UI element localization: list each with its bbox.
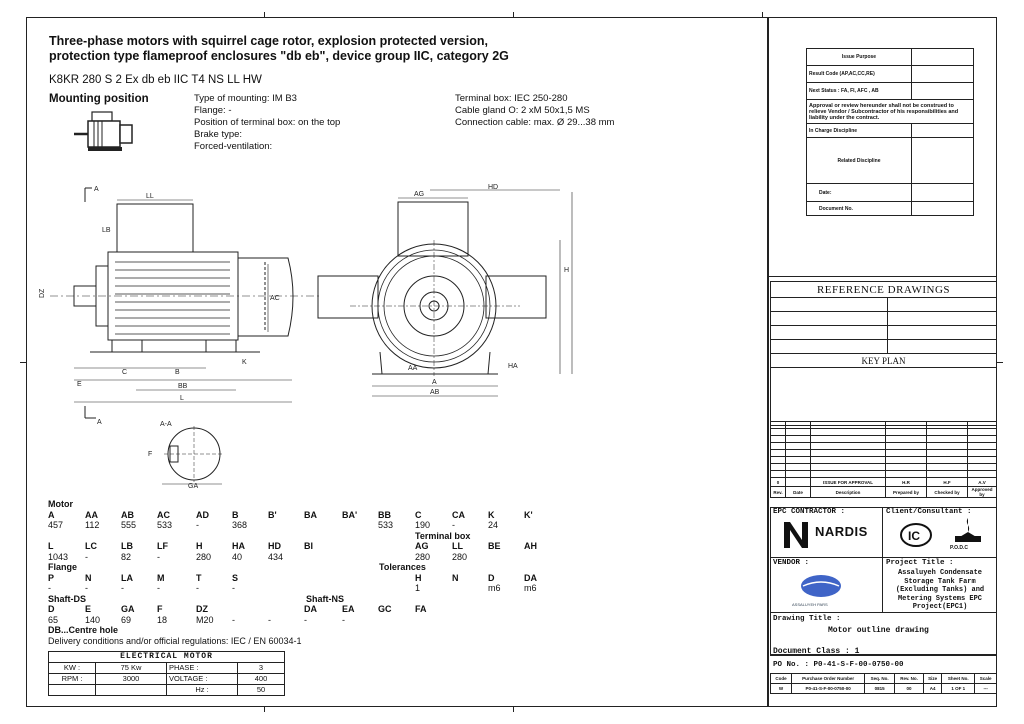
dim-header-1: E [85,604,92,614]
reference-drawings-table [770,281,997,426]
shaft-ds-label: Shaft-DS [48,593,86,604]
doc-code-header-cell-6: Scale [975,674,997,684]
dim-value-0: 457 [48,520,64,530]
revision-header-cell-4: Checked by [927,487,968,498]
mount-flange: Flange: - [194,105,232,116]
frame-tick [513,12,514,18]
dim-value-12: m6 [488,583,501,593]
dim-header-11: LL [452,541,463,551]
label-l: L [180,395,184,402]
dim-value-12: 24 [488,520,499,530]
title-line-1: Three-phase motors with squirrel cage rotor, explosion protected version, [49,34,488,48]
doc-code-header-cell-5: Sheet No. [942,674,975,684]
dim-header-12: K [488,509,495,520]
label-ll: LL [146,193,154,200]
dim-header-1: N [85,572,92,583]
dim-header-8: EA [342,604,355,614]
doc-code-value-cell-5: 1 OF 1 [942,684,975,694]
dim-header-0: P [48,572,55,583]
dim-value-9: 533 [378,520,394,530]
hz-value: 50 [238,685,285,696]
doc-code-header [771,674,997,684]
kw-value: 75 Kw [96,663,167,674]
revision-header-cell-1: Date [786,487,811,498]
vendor-label: VENDOR : [773,559,810,567]
dim-header-5: HA [232,541,245,551]
flange-label: Flange [48,562,78,572]
dim-header-7: BI [304,541,313,551]
document-code-table [770,673,997,694]
dim-value-1: 112 [85,520,100,530]
dim-header-10: C [415,509,422,520]
dims-row4-header [48,604,568,615]
divider [770,612,997,613]
dim-value-2: 555 [121,520,137,530]
dim-header-9: BB [378,509,391,520]
label-k: K [242,359,247,366]
key-plan-title: KEY PLAN [771,354,997,368]
label-hd: HD [488,184,499,191]
dim-header-8: BA' [342,509,358,520]
motor-label: Motor [48,499,73,509]
dim-header-2: LB [121,541,133,551]
tolerances-label: Tolerances [379,562,426,572]
label-ga: GA [188,483,199,488]
dim-header-13: K' [524,509,533,520]
dim-value-5: 40 [232,551,243,562]
dim-value-7: - [304,614,307,625]
dim-value-1: - [85,583,88,593]
dim-header-10: FA [415,604,427,614]
mount-type: Type of mounting: IM B3 [194,93,297,104]
podc-logo-icon [950,516,986,544]
dim-header-9: GC [378,604,392,614]
approval-note: Approval or review hereunder shall not be construed to relieve Vendor / Subcontractor of his responsibilities and liability under the contract. [807,100,974,124]
title-line-2: protection type flameproof enclosures "db eb", device group IIC, category 2G [49,49,509,63]
revision-header-cell-0: Rev. [771,487,786,498]
dim-header-0: L [48,541,54,551]
dims-row2-values [48,552,568,563]
phase-value: 3 [238,663,285,674]
doc-code-value-cell-1: P0-41-S-F-00-0750-00 [791,684,864,694]
shaft-ns-label: Shaft-NS [306,593,344,604]
nardis-name: NARDIS [815,524,868,539]
revision-header-cell-3: Prepared by [886,487,927,498]
dim-value-0: 65 [48,614,59,625]
label-dz: DZ [39,288,46,298]
dim-header-7: DA [304,604,317,614]
dim-value-2: 82 [121,551,132,562]
dim-header-4: T [196,572,202,583]
dim-header-11: CA [452,509,465,520]
dim-value-5: 368 [232,520,248,530]
label-a: A [432,379,437,386]
motor-side-view [30,180,320,430]
label-ha: HA [508,363,518,370]
label-section-a-bottom: A [97,419,102,426]
related-discipline: Related Discipline [807,138,912,184]
label-aa: AA [408,365,418,372]
electrical-motor-table [48,651,285,696]
dim-value-5: - [232,583,235,593]
vendor-logo-text: ASSALUYEH PARS [792,602,828,607]
doc-code-value-cell-4: A4 [924,684,942,694]
dim-value-1: 140 [85,614,101,625]
dims-row3-values [48,583,568,594]
nardis-logo-icon [782,518,812,550]
dim-value-4: M20 [196,614,214,625]
doc-code-header-cell-4: Size [924,674,942,684]
dim-value-0: - [48,583,51,593]
podc-label: P.O.D.C [950,545,968,551]
frame-tick [513,706,514,712]
issue-purpose: Issue Purpose [807,49,912,66]
client-logo-icon [896,519,936,549]
shaft-section-view [140,418,250,488]
frame-tick [264,706,265,712]
dim-value-11: - [452,520,455,530]
connection-cable: Connection cable: max. Ø 29...38 mm [455,117,615,128]
phase-label: PHASE : [167,663,238,674]
revision-row [771,478,997,487]
doc-code-value-cell-3: 00 [894,684,923,694]
date-label: Date: [807,184,912,202]
project-title: Assaluyeh Condensate Storage Tank Farm (Excluding Tanks) and Metering Systems EPC Project(EPC1) [895,569,985,611]
kw-label: KW : [49,663,96,674]
svg-text:IC: IC [908,529,920,543]
dims-row4-values [48,615,568,626]
dim-header-12: BE [488,541,501,551]
dim-header-10: AG [415,541,429,551]
doc-code-header-cell-1: Purchase Order Number [791,674,864,684]
doc-code-header-cell-0: Code [771,674,792,684]
dimension-table [48,499,568,646]
label-b: B [175,369,180,376]
doc-code-header-cell-3: Rev. No. [894,674,923,684]
result-code: Result Code (AP,AC,CC,RE) [807,66,912,83]
model-code: K8KR 280 S 2 Ex db eb IIC T4 NS LL HW [49,74,262,86]
drawing-title-label: Drawing Title : [773,615,841,623]
dim-header-0: D [48,604,55,614]
revision-cell-1 [786,478,811,487]
dim-header-11: N [452,572,459,583]
doc-code-value-cell-0: W [771,684,792,694]
dim-header-3: F [157,604,163,614]
dim-value-6: - [268,614,271,625]
dim-value-10: 280 [415,551,431,562]
dim-header-3: LF [157,541,168,551]
voltage-value: 400 [238,674,285,685]
frame-tick [997,362,1003,363]
label-ab: AB [430,389,440,396]
revision-header [771,487,997,498]
rpm-label: RPM : [49,674,96,685]
label-bb: BB [178,383,188,390]
revision-header-cell-2: Description [811,487,886,498]
next-status: Next Status : FA, FI, AFC , AB [807,83,912,100]
dims-row2-header [48,541,568,552]
revision-header-cell-5: Approved by [968,487,997,498]
label-c: C [122,369,128,376]
divider [768,276,997,277]
reference-drawings-title: REFERENCE DRAWINGS [771,282,997,298]
dim-value-10: 1 [415,583,421,593]
label-h: H [564,267,570,274]
dim-value-10: 190 [415,520,431,530]
dim-value-8: - [342,614,345,625]
divider [770,557,997,558]
dims-row1-header [48,510,568,521]
doc-code-value-cell-2: 0815 [865,684,895,694]
approval-stamp [806,48,974,216]
dim-value-5: - [232,614,235,625]
dim-value-4: - [196,583,199,593]
dim-value-13: m6 [524,583,537,593]
terminal-box: Terminal box: IEC 250-280 [455,93,568,104]
doc-code-header-cell-2: Seq. No. [865,674,895,684]
doc-code-value-cell-6: --- [975,684,997,694]
dim-header-4: AD [196,509,209,520]
project-title-label: Project Title : [886,559,954,567]
label-lb: LB [102,227,111,234]
label-section-aa: A-A [160,421,172,428]
dim-header-2: AB [121,509,134,520]
dim-header-2: LA [121,572,133,583]
revision-cell-3: H.R [886,478,927,487]
elec-header: ELECTRICAL MOTOR [49,652,285,663]
revision-cell-4: H.F [927,478,968,487]
hz-label: Hz : [167,685,238,696]
epc-label: EPC CONTRACTOR : [773,508,846,516]
dim-value-0: 1043 [48,551,69,562]
dim-value-3: - [157,551,160,562]
frame-tick [762,12,763,18]
label-ag: AG [414,191,425,198]
dim-header-13: DA [524,572,537,583]
dim-header-2: GA [121,604,135,614]
rpm-value: 3000 [96,674,167,685]
divider [882,507,883,612]
doc-code-values [771,684,997,694]
frame-tick [264,12,265,18]
db-note: DB...Centre hole [48,625,119,635]
mount-ventilation: Forced-ventilation: [194,141,273,152]
mount-brake: Brake type: [194,129,243,140]
dim-header-0: A [48,509,55,520]
document-no-label: Document No. [807,202,912,216]
dim-value-3: 533 [157,520,173,530]
motor-mounting-icon [72,110,142,154]
revision-cell-2: ISSUE FOR APPROVAL [811,478,886,487]
cable-gland: Cable gland O: 2 xM 50x1,5 MS [455,105,590,116]
dim-value-3: 18 [157,614,168,625]
dim-value-11: 280 [452,551,468,562]
dim-header-6: B' [268,509,277,520]
vendor-logo-icon [793,572,849,602]
dim-header-3: M [157,572,165,583]
title-block-divider [767,17,769,707]
dim-header-5: S [232,572,239,583]
revision-table [770,421,997,498]
mount-terminal-pos: Position of terminal box: on the top [194,117,341,128]
dim-header-5: B [232,509,239,520]
dim-value-4: - [196,520,199,530]
label-ac: AC [270,295,280,302]
delivery-note: Delivery conditions and/or official regulations: IEC / EN 60034-1 [48,635,302,646]
dim-header-1: LC [85,541,97,551]
dim-header-7: BA [304,509,317,520]
label-section-a-top: A [94,186,99,193]
drawing-title: Motor outline drawing [828,626,929,635]
dim-value-3: - [157,583,160,593]
document-class: Document Class : 1 [773,647,860,656]
dim-header-3: AC [157,509,170,520]
dim-value-1: - [85,551,88,562]
po-number: PO No. : P0-41-S-F-00-0750-00 [773,661,904,669]
terminal-box-label: Terminal box [415,530,471,541]
dim-value-2: 69 [121,614,132,625]
dim-header-1: AA [85,509,98,520]
dim-value-6: 434 [268,551,284,562]
label-e: E [77,381,82,388]
dim-header-10: H [415,572,422,583]
dims-row1-values [48,520,568,531]
dim-header-12: D [488,572,495,583]
dim-value-4: 280 [196,551,212,562]
dim-header-13: AH [524,541,537,551]
dim-value-2: - [121,583,124,593]
revision-cell-0: 0 [771,478,786,487]
dim-header-4: H [196,541,203,551]
in-charge-discipline: In Charge Discipline [807,124,912,138]
revision-cell-5: A.V [968,478,997,487]
dim-header-4: DZ [196,604,208,614]
dim-header-6: HD [268,541,281,551]
motor-front-view [310,180,590,410]
dims-row3-header [48,573,568,584]
voltage-label: VOLTAGE : [167,674,238,685]
label-f: F [148,451,153,458]
client-label: Client/Consultant : [886,508,972,516]
mounting-heading: Mounting position [49,93,149,105]
frame-tick [20,362,26,363]
